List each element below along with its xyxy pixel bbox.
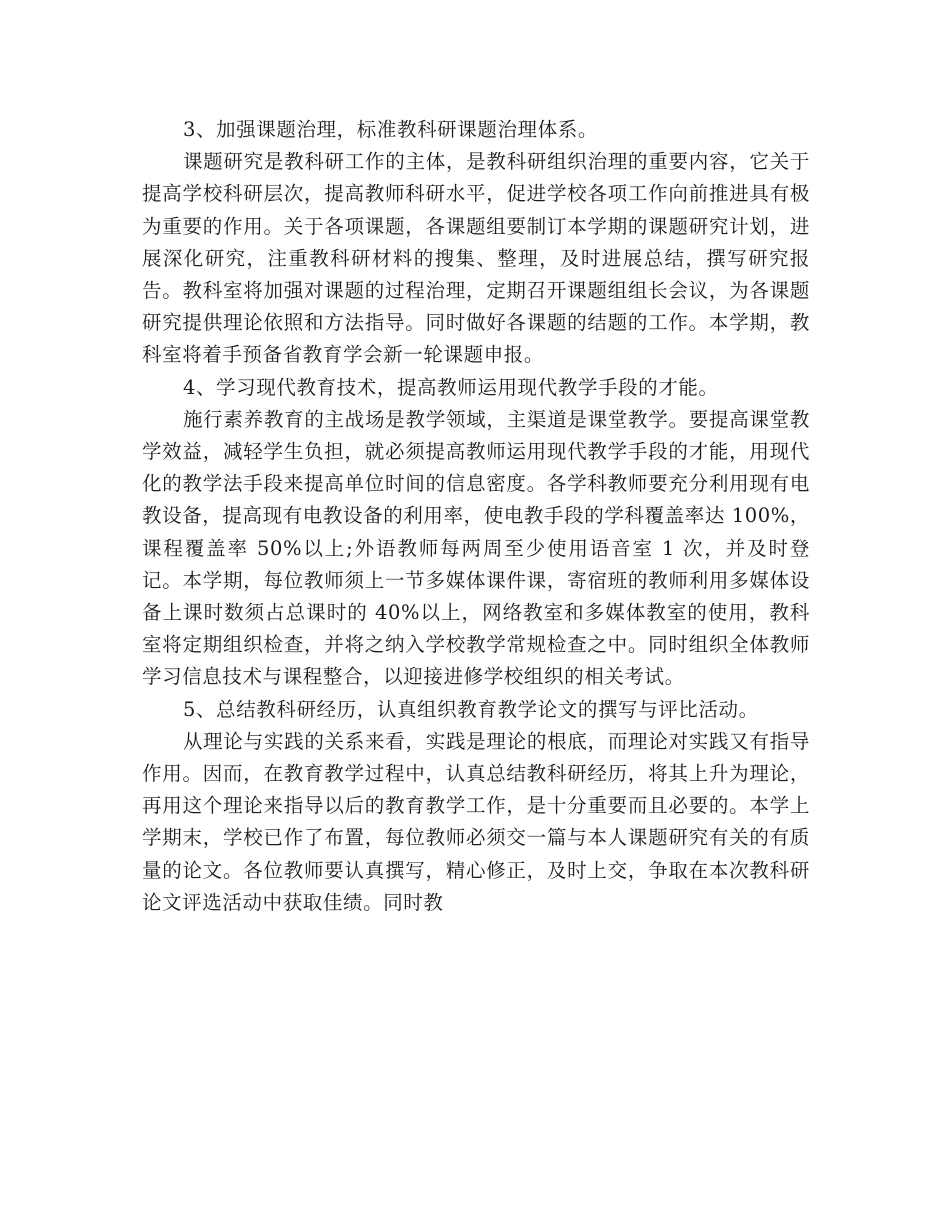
section-heading-5: 5、总结教科研经历，认真组织教育教学论文的撰写与评比活动。 bbox=[182, 697, 759, 721]
paragraph-theory-practice: 从理论与实践的关系来看，实践是理论的根底，而理论对实践又有指导作用。因而，在教育教学过程中，认真总结教科研经历，将其上升为理论，再用这个理论来指导以后的教育教学工作，是十分重要而且必要的。本学上学期末，学校已作了布置，每位教师必须交一篇与本人课题研究有关的有质量的论文。各位教师要认真撰写，精心修正，及时上交，争取在本次教科研论文评选活动中获取佳绩。同时教 bbox=[142, 729, 810, 914]
document-body bbox=[142, 114, 810, 919]
section-heading-3: 3、加强课题治理，标准教科研课题治理体系。 bbox=[182, 118, 598, 141]
section-heading-4: 4、学习现代教育技术，提高教师运用现代教学手段的才能。 bbox=[182, 375, 719, 399]
paragraph-education-technology: 施行素养教育的主战场是教学领域，主渠道是课堂教学。要提高课堂教学效益，减轻学生负担，就必须提高教师运用现代教学手段的才能，用现代化的教学法手段来提高单位时间的信息密度。各学科教师要充分利用现有电教设备，提高现有电教设备的利用率，使电教手段的学科覆盖率达 100%，课程覆盖率 50%以上;外语教师每两周至少使用语音室 1 次，并及时登记。本学期，每位教师须上一节多媒体课件课，寄宿班的教师利用多媒体设备上课时数须占总课时的 40%以上，网络教室和多媒体教室的使用，教科室将定期组织检查，并将之纳入学校教学常规检查之中。同时组织全体教师学习信息技术与课程整合，以迎接进修学校组织的相关考试。 bbox=[142, 407, 810, 689]
paragraph-topic-research: 课题研究是教科研工作的主体，是教科研组织治理的重要内容，它关于提高学校科研层次，提高教师科研水平，促进学校各项工作向前推进具有极为重要的作用。关于各项课题，各课题组要制订本学期的课题研究计划，进展深化研究，注重教科研材料的搜集、整理，及时进展总结，撰写研究报告。教科室将加强对课题的过程治理，定期召开课题组组长会议，为各课题研究提供理论依照和方法指导。同时做好各课题的结题的工作。本学期，教科室将着手预备省教育学会新一轮课题申报。 bbox=[142, 150, 810, 367]
